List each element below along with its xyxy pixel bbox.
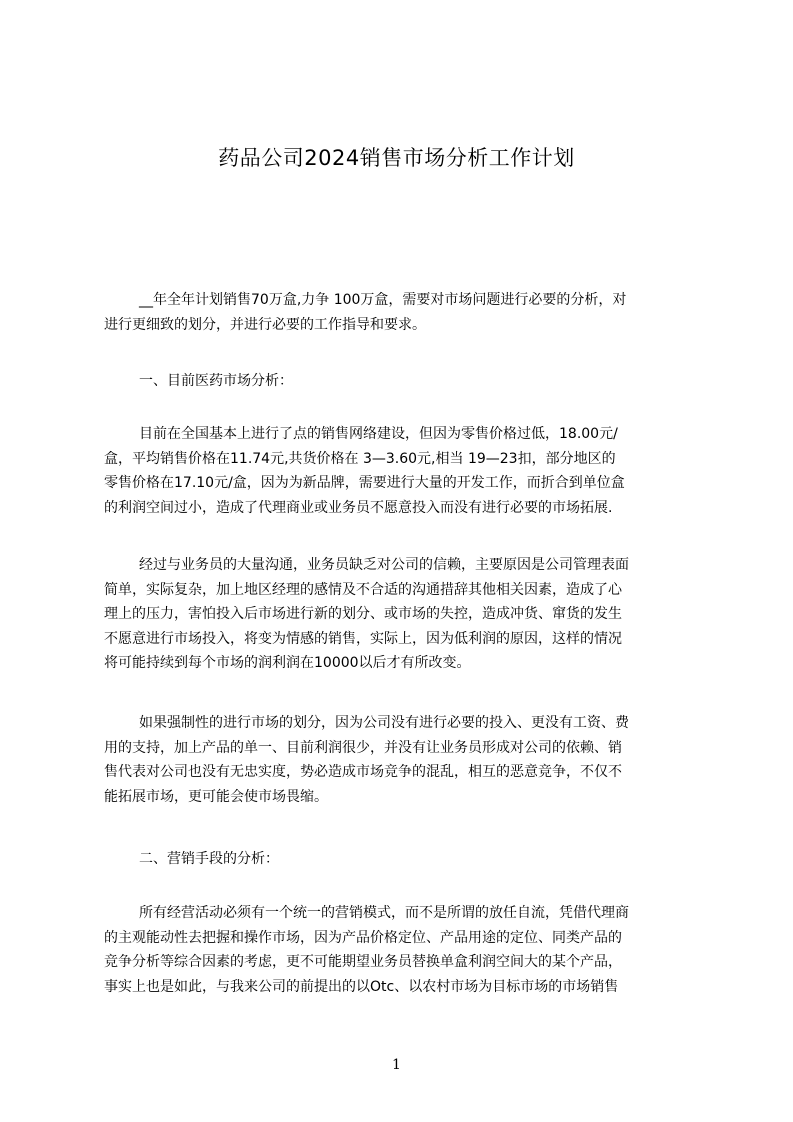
intro-paragraph [104, 288, 704, 337]
paragraph-line: 盒，平均销售价格在11.74元,共货价格在 3—3.60元,相当 19—23扣，部分地区的 [104, 450, 616, 467]
paragraph-line: 进行更细致的划分，并进行必要的工作指导和要求。 [104, 316, 426, 333]
paragraph-line: 所有经营活动必须有一个统一的营销模式，而不是所谓的放任自流，凭借代理商 [139, 905, 629, 921]
paragraph-market-analysis [104, 422, 704, 520]
paragraph-line: 用的支持，加上产品的单一、目前利润很少，并没有让业务员形成对公司的依赖、销 [104, 739, 622, 756]
paragraph-line: 将可能持续到每个市场的润利润在10000以后才有所改变。 [104, 655, 471, 671]
paragraph-line: 的利润空间过小，造成了代理商业或业务员不愿意投入而没有进行必要的市场拓展. [104, 499, 613, 516]
paragraph-marketing-means [104, 901, 704, 999]
document-title: 药品公司2024销售市场分析工作计划 [218, 146, 575, 170]
paragraph-line: 简单，实际复杂，加上地区经理的感情及不合适的沟通措辞其他相关因素，造成了心 [104, 581, 622, 598]
paragraph-line: 的主观能动性去把握和操作市场，因为产品价格定位、产品用途的定位、同类产品的 [104, 929, 622, 946]
paragraph-line: 竞争分析等综合因素的考虑，更不可能期望业务员替换单盒利润空间大的某个产品， [104, 954, 622, 970]
paragraph-line: __年全年计划销售70万盒,力争 100万盒，需要对市场问题进行必要的分析，对 [139, 292, 627, 308]
paragraph-line: 事实上也是如此，与我来公司的前提出的以Otc、以农村市场为目标市场的市场销售 [104, 978, 619, 995]
paragraph-line: 零售价格在17.10元/盒，因为为新品牌，需要进行大量的开发工作，而折合到单位盒 [104, 475, 625, 491]
paragraph-line: 目前在全国基本上进行了点的销售网络建设，但因为零售价格过低，18.00元/ [139, 426, 618, 442]
paragraph-market-division [104, 711, 704, 809]
paragraph-salesperson-communication [104, 553, 704, 676]
paragraph-line: 不愿意进行市场投入，将变为情感的销售，实际上，因为低利润的原因，这样的情况 [104, 630, 622, 647]
paragraph-line: 理上的压力，害怕投入后市场进行新的划分、或市场的失控，造成冲货、窜货的发生 [104, 606, 622, 622]
paragraph-line: 能拓展市场，更可能会使市场畏缩。 [104, 788, 328, 805]
paragraph-line: 经过与业务员的大量沟通，业务员缺乏对公司的信赖，主要原因是公司管理表面 [139, 557, 629, 573]
page-number: 1 [392, 1057, 401, 1073]
paragraph-line: 如果强制性的进行市场的划分，因为公司没有进行必要的投入、更没有工资、费 [139, 715, 629, 731]
section-heading-2: 二、营销手段的分析： [139, 851, 279, 867]
section-heading-1: 一、目前医药市场分析： [139, 373, 293, 389]
paragraph-line: 售代表对公司也没有无忠实度，势必造成市场竞争的混乱，相互的恶意竞争，不仅不 [104, 764, 622, 780]
